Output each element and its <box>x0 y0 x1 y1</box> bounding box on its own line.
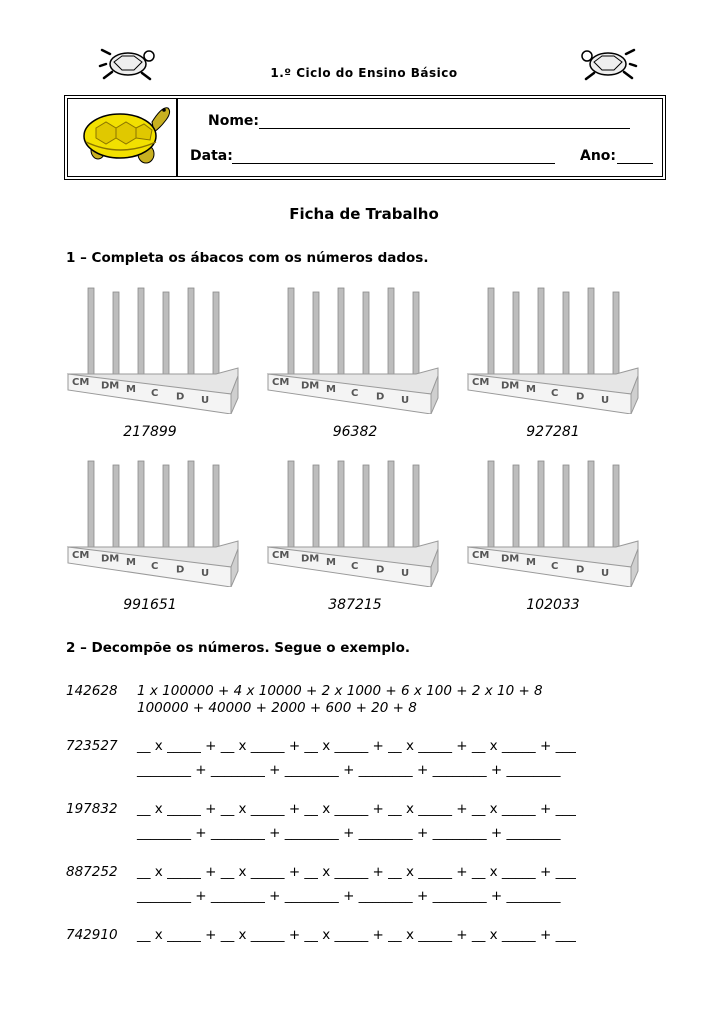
abacus-target-number: 927281 <box>526 424 580 440</box>
date-field[interactable] <box>232 163 555 164</box>
abacus-place-label: U <box>401 568 410 579</box>
abacus-place-label: C <box>151 387 159 399</box>
turtle-icon-color <box>76 98 172 170</box>
abacus-place-label: M <box>126 557 136 569</box>
decompose-number: 723527 <box>66 738 118 754</box>
abacus-rod <box>163 465 169 551</box>
abacus <box>466 455 641 587</box>
abacus-rod <box>488 461 494 551</box>
abacus-place-label: C <box>351 387 359 399</box>
decompose-sum-blanks[interactable]: ________ + ________ + ________ + ________ + ________ + ________ <box>137 825 561 841</box>
date-label: Data: <box>190 148 233 164</box>
abacus <box>66 455 241 587</box>
abacus-rod <box>513 465 519 551</box>
year-label: Ano: <box>580 148 617 164</box>
abacus-rod <box>288 461 294 551</box>
abacus-place-label: D <box>576 391 585 403</box>
abacus-rod <box>138 288 144 378</box>
abacus-rod <box>188 461 194 551</box>
abacus-place-label: CM <box>472 377 490 388</box>
abacus <box>66 282 241 414</box>
abacus-rod <box>563 465 569 551</box>
abacus-place-label: M <box>526 557 536 569</box>
abacus-place-label: M <box>326 384 336 396</box>
abacus-rod <box>563 292 569 378</box>
year-field[interactable] <box>617 163 653 164</box>
abacus-place-label: CM <box>272 550 290 561</box>
abacus-place-label: D <box>176 391 185 403</box>
example-line-2: 100000 + 40000 + 2000 + 600 + 20 + 8 <box>137 700 417 716</box>
abacus-rod <box>588 461 594 551</box>
abacus-rod <box>388 288 394 378</box>
decompose-products-blanks[interactable]: __ x _____ + __ x _____ + __ x _____ + __ x _____ + __ x _____ + ___ <box>137 738 576 754</box>
abacus-place-label: DM <box>301 553 320 565</box>
abacus-rod <box>188 288 194 378</box>
abacus-rod <box>588 288 594 378</box>
abacus-place-label: DM <box>501 553 520 565</box>
abacus-rod <box>313 465 319 551</box>
abacus-rod <box>613 465 619 551</box>
abacus-rod <box>88 288 94 378</box>
abacus-rod <box>388 461 394 551</box>
abacus-place-label: U <box>401 395 410 406</box>
abacus-rod <box>138 461 144 551</box>
abacus-rod <box>513 292 519 378</box>
abacus-place-label: M <box>526 384 536 396</box>
abacus-target-number: 387215 <box>328 597 382 613</box>
abacus-target-number: 991651 <box>123 597 177 613</box>
abacus-place-label: DM <box>101 380 120 392</box>
header-divider <box>176 98 178 177</box>
abacus-rod <box>163 292 169 378</box>
school-level: 1.º Ciclo do Ensino Básico <box>270 66 458 80</box>
abacus-target-number: 102033 <box>526 597 580 613</box>
abacus-place-label: C <box>551 560 559 572</box>
abacus-rod <box>313 292 319 378</box>
abacus-rod <box>538 461 544 551</box>
abacus-rod <box>363 465 369 551</box>
abacus-place-label: U <box>201 395 210 406</box>
abacus-place-label: D <box>176 564 185 576</box>
abacus-rod <box>213 292 219 378</box>
abacus-place-label: C <box>551 387 559 399</box>
abacus-target-number: 217899 <box>123 424 177 440</box>
abacus-rod <box>113 292 119 378</box>
abacus-rod <box>413 465 419 551</box>
decompose-number: 887252 <box>66 864 118 880</box>
abacus <box>466 282 641 414</box>
abacus-place-label: U <box>201 568 210 579</box>
abacus-rod <box>338 461 344 551</box>
abacus-place-label: D <box>576 564 585 576</box>
abacus-place-label: CM <box>472 550 490 561</box>
decompose-products-blanks[interactable]: __ x _____ + __ x _____ + __ x _____ + __ x _____ + __ x _____ + ___ <box>137 927 576 943</box>
abacus-place-label: D <box>376 564 385 576</box>
abacus-place-label: C <box>351 560 359 572</box>
abacus <box>266 455 441 587</box>
abacus-target-number: 96382 <box>332 424 378 440</box>
abacus-place-label: M <box>126 384 136 396</box>
abacus-place-label: DM <box>301 380 320 392</box>
abacus-rod <box>413 292 419 378</box>
abacus-place-label: C <box>151 560 159 572</box>
decompose-products-blanks[interactable]: __ x _____ + __ x _____ + __ x _____ + __ x _____ + __ x _____ + ___ <box>137 801 576 817</box>
abacus-rod <box>363 292 369 378</box>
page-title: Ficha de Trabalho <box>289 205 439 223</box>
example-line-1: 1 x 100000 + 4 x 10000 + 2 x 1000 + 6 x 100 + 2 x 10 + 8 <box>137 683 543 699</box>
abacus-place-label: D <box>376 391 385 403</box>
abacus-rod <box>113 465 119 551</box>
question-2-prompt: 2 – Decompõe os números. Segue o exemplo. <box>66 640 411 656</box>
abacus-rod <box>538 288 544 378</box>
abacus-rod <box>288 288 294 378</box>
abacus-place-label: CM <box>72 550 90 561</box>
example-number: 142628 <box>66 683 118 699</box>
question-1-prompt: 1 – Completa os ábacos com os números dados. <box>66 250 429 266</box>
abacus-rod <box>213 465 219 551</box>
decompose-sum-blanks[interactable]: ________ + ________ + ________ + ________ + ________ + ________ <box>137 762 561 778</box>
abacus-rod <box>613 292 619 378</box>
abacus-place-label: CM <box>72 377 90 388</box>
decompose-products-blanks[interactable]: __ x _____ + __ x _____ + __ x _____ + __ x _____ + __ x _____ + ___ <box>137 864 576 880</box>
abacus-rod <box>338 288 344 378</box>
abacus-place-label: CM <box>272 377 290 388</box>
abacus <box>266 282 441 414</box>
decompose-sum-blanks[interactable]: ________ + ________ + ________ + ________ + ________ + ________ <box>137 888 561 904</box>
abacus-rod <box>88 461 94 551</box>
abacus-place-label: U <box>601 395 610 406</box>
abacus-place-label: M <box>326 557 336 569</box>
abacus-place-label: DM <box>101 553 120 565</box>
decompose-number: 742910 <box>66 927 118 943</box>
abacus-rod <box>488 288 494 378</box>
abacus-place-label: DM <box>501 380 520 392</box>
name-field[interactable] <box>259 128 630 129</box>
name-label: Nome: <box>208 113 260 129</box>
abacus-place-label: U <box>601 568 610 579</box>
decompose-number: 197832 <box>66 801 118 817</box>
